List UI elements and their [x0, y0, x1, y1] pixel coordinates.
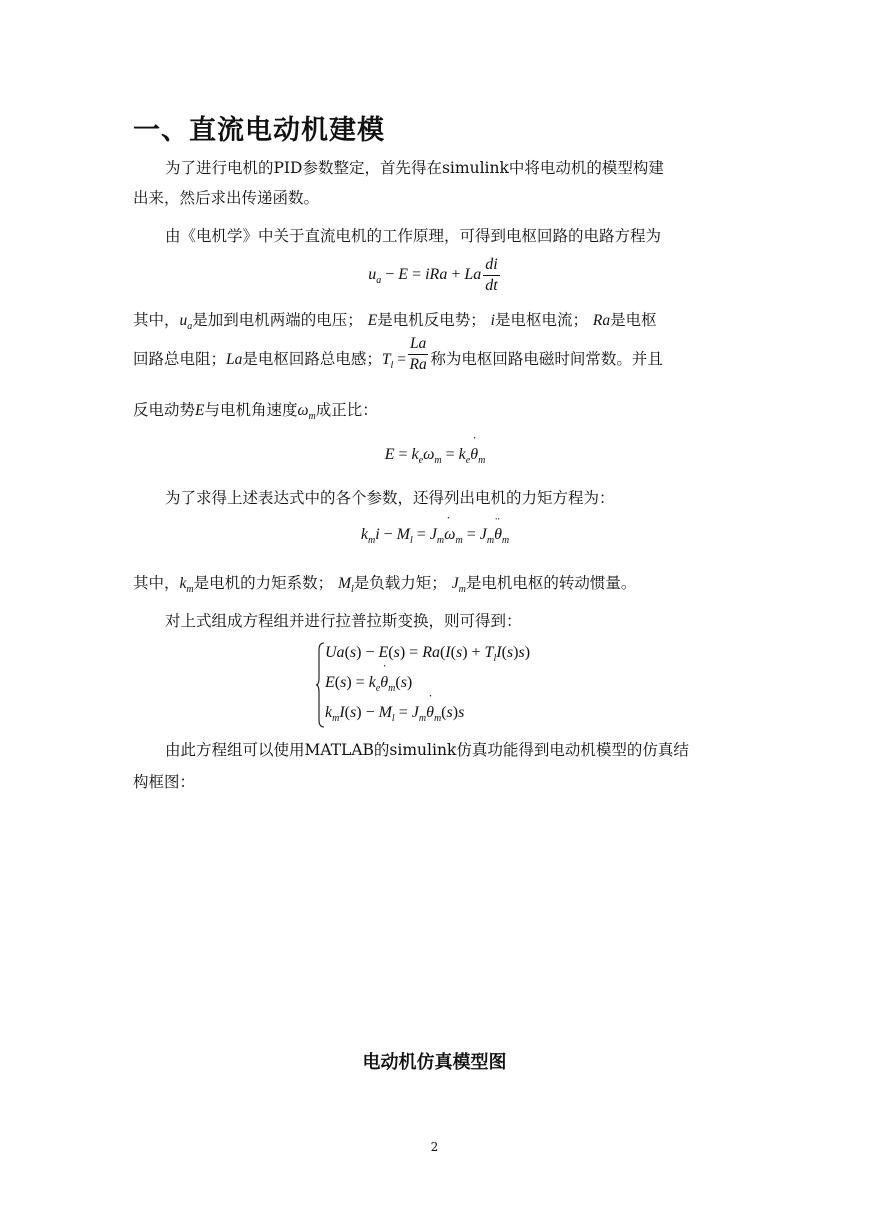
para7-line2: 构框图： — [133, 773, 196, 791]
laplace-equation-system — [315, 642, 635, 728]
para5-text-2: 是电机的力矩系数； — [193, 574, 334, 592]
para3-text-11: 成正比： — [315, 401, 378, 419]
system-line-1: $Ua(s) - E(s) = Ra(I(s) + T_lI(s)s)$ — [325, 644, 531, 664]
para3-text-3: 是电机反电势； — [377, 311, 486, 329]
back-emf-equation: $E = k_e\omega_m = k_e\theta$ $˙_m$ — [133, 446, 737, 466]
circuit-equation: $u_a - E$ = iRa + La $\frac{di}{dt}$ — [368, 256, 498, 294]
para5-text-3: 是负载力矩； — [353, 574, 447, 592]
para3-text-7: 是电枢回路总电感； — [242, 350, 382, 369]
para3-text-4: 是电枢电流； — [494, 311, 588, 329]
para2: 由《电机学》中关于直流电机的工作原理，可得到电枢回路的电路方程为 — [165, 227, 662, 245]
para5-text-4: 是电机电枢的转动惯量。 — [465, 574, 637, 592]
para1-line2: 出来，然后求出传递函数。 — [133, 189, 320, 207]
para4: 为了求得上述表达式中的各个参数，还得列出电机的力矩方程为： — [165, 489, 615, 507]
para5: 其中，$k_m$是电机的力矩系数； $M_l$是负载力矩； $J_m$是电机电枢的转动惯量。 — [133, 574, 637, 595]
system-line-2: $E(s) = k_e\theta$ $˙_m(s)$ — [325, 674, 412, 694]
para5-text-1: 其中， — [133, 574, 180, 592]
para3-line2: 回路总电阻；La是电枢回路总电感；$T_l$ = $\frac{La}{Ra}$ 称为电枢回路电磁时间常数。并且 — [133, 335, 663, 373]
torque-equation: $k_mi - M_l = J_m\omega$ $˙_m = J_m\theta$ $¨_m$ — [133, 526, 737, 546]
para3-text-9: 反电动势 — [133, 401, 196, 419]
di-dt-fraction: $\frac{di}{dt}$ — [485, 256, 498, 294]
para7-line1: 由此方程组可以使用MATLAB的simulink仿真功能得到电动机模型的仿真结 — [165, 741, 689, 759]
para3-text-5: 是电枢 — [610, 311, 657, 329]
system-line-3: $k_mI(s) - M_l = J_m\theta$ $˙_m(s)s$ — [325, 704, 464, 724]
para6: 对上式组成方程组并进行拉普拉斯变换，则可得到： — [165, 612, 522, 630]
para3-line3: 反电动势E与电机角速度$\omega_m$成正比： — [133, 401, 378, 422]
para3-text-1: 其中， — [133, 311, 180, 329]
figure-caption: 电动机仿真模型图 — [362, 1052, 507, 1073]
section-heading: 一、直流电动机建模 — [133, 115, 385, 146]
para3-line1: 其中，$u_a$是加到电机两端的电压； E是电机反电势； i是电枢电流； Ra是电枢 — [133, 311, 657, 332]
para3-text-10: 与电机角速度 — [204, 401, 298, 419]
para1-line1: 为了进行电机的PID参数整定，首先得在simulink中将电动机的模型构建 — [165, 159, 664, 177]
para3-text-6: 回路总电阻； — [133, 350, 227, 369]
para3-text-2: 是加到电机两端的电压； — [192, 311, 363, 329]
page-number: 2 — [430, 1140, 439, 1154]
left-brace — [315, 642, 325, 728]
para3-text-8: 称为电枢回路电磁时间常数。并且 — [430, 350, 663, 369]
